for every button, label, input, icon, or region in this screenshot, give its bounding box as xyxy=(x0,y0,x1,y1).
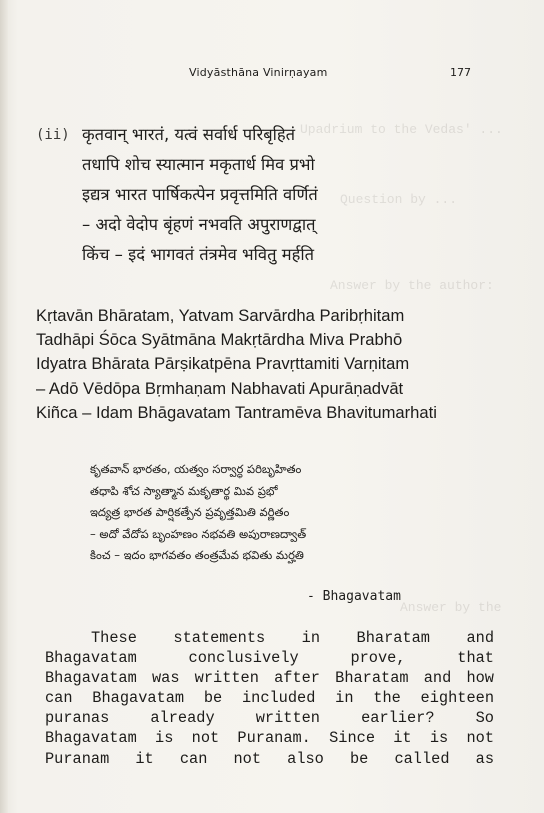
devanagari-line: किंच – इदं भागवतं तंत्रमेव भवितु मर्हति xyxy=(82,245,315,264)
verse-line xyxy=(36,210,516,240)
transliteration-block xyxy=(36,304,516,425)
devanagari-line: इद्यत्र भारत पार्षिकत्पेन प्रवृत्तमिति वर्णितं xyxy=(82,185,318,204)
transliteration-line: Tadhāpi Śōca Syātmāna Makṛtārdha Miva Prabhō xyxy=(36,330,403,350)
body-paragraph xyxy=(45,628,494,769)
telugu-verse xyxy=(90,459,510,567)
telugu-line: ఇద్యత్ర భారత పార్షికత్పేన ప్రవృత్తమితి వర్ణితం xyxy=(90,505,290,520)
telugu-line: – అదో వేదోప బృంహణం నభవతి అపురాణద్వాత్ xyxy=(90,526,307,541)
telugu-line: తధాపి శోచ స్యాత్మాన మకృతార్థ మివ ప్రభో xyxy=(90,483,278,498)
paragraph-line: can Bhagavatam be included in the eighteen xyxy=(45,689,494,708)
devanagari-verse xyxy=(36,120,516,270)
paragraph-line: Bhagavatam was written after Bharatam and how xyxy=(45,669,494,688)
paragraph-line: These statements in Bharatam and xyxy=(91,629,494,647)
page-edge-shadow xyxy=(0,0,8,813)
running-header xyxy=(0,66,544,84)
verse-label: (ii) xyxy=(36,127,70,143)
verse-line xyxy=(36,180,516,210)
devanagari-line: तधापि शोच स्यात्मान मकृतार्ध मिव प्रभो xyxy=(82,155,315,174)
verse-line xyxy=(36,120,516,150)
transliteration-line: Kiñca – Idam Bhāgavatam Tantramēva Bhavitumarhati xyxy=(36,402,437,422)
paragraph-line: Bhagavatam is not Puranam. Since it is not xyxy=(45,729,494,748)
bleed-through: Answer by the xyxy=(400,600,502,615)
transliteration-line: Idyatra Bhārata Pārṣikatpēna Pravṛttamiti Varṇitam xyxy=(36,354,410,374)
verse-line xyxy=(36,150,516,180)
bleed-through: Answer by the author: xyxy=(330,278,494,293)
paragraph-line: Puranam it can not also be called as xyxy=(45,749,494,768)
devanagari-line: कृतवान् भारतं, यत्वं सर्वार्ध परिबृहितं xyxy=(82,125,296,144)
verse-attribution: - Bhagavatam xyxy=(307,589,401,604)
header-title: Vidyāsthāna Vinirṇayam xyxy=(189,66,328,79)
telugu-line: కించ – ఇదం భాగవతం తంత్రమేవ భవితు మర్హతి xyxy=(90,548,304,563)
paragraph-line: puranas already written earlier? So xyxy=(45,709,494,728)
telugu-line: కృతవాన్ భారతం, యత్వం సర్వార్ధ పరిబృహితం xyxy=(90,462,302,476)
verse-line xyxy=(36,240,516,270)
transliteration-line: Kṛtavān Bhāratam, Yatvam Sarvārdha Paribṛhitam xyxy=(36,306,405,325)
devanagari-line: – अदो वेदोप बृंहणं नभवति अपुराणद्वात् xyxy=(82,215,316,234)
bleed-through: Upadrium to the Vedas' ... xyxy=(300,122,503,137)
transliteration-line: – Adō Vēdōpa Bṛmhaṇam Nabhavati Apurāṇadvāt xyxy=(36,378,404,398)
paragraph-line: Bhagavatam conclusively prove, that xyxy=(45,649,494,668)
page-number: 177 xyxy=(450,66,471,79)
bleed-through: Question by ... xyxy=(340,192,458,207)
